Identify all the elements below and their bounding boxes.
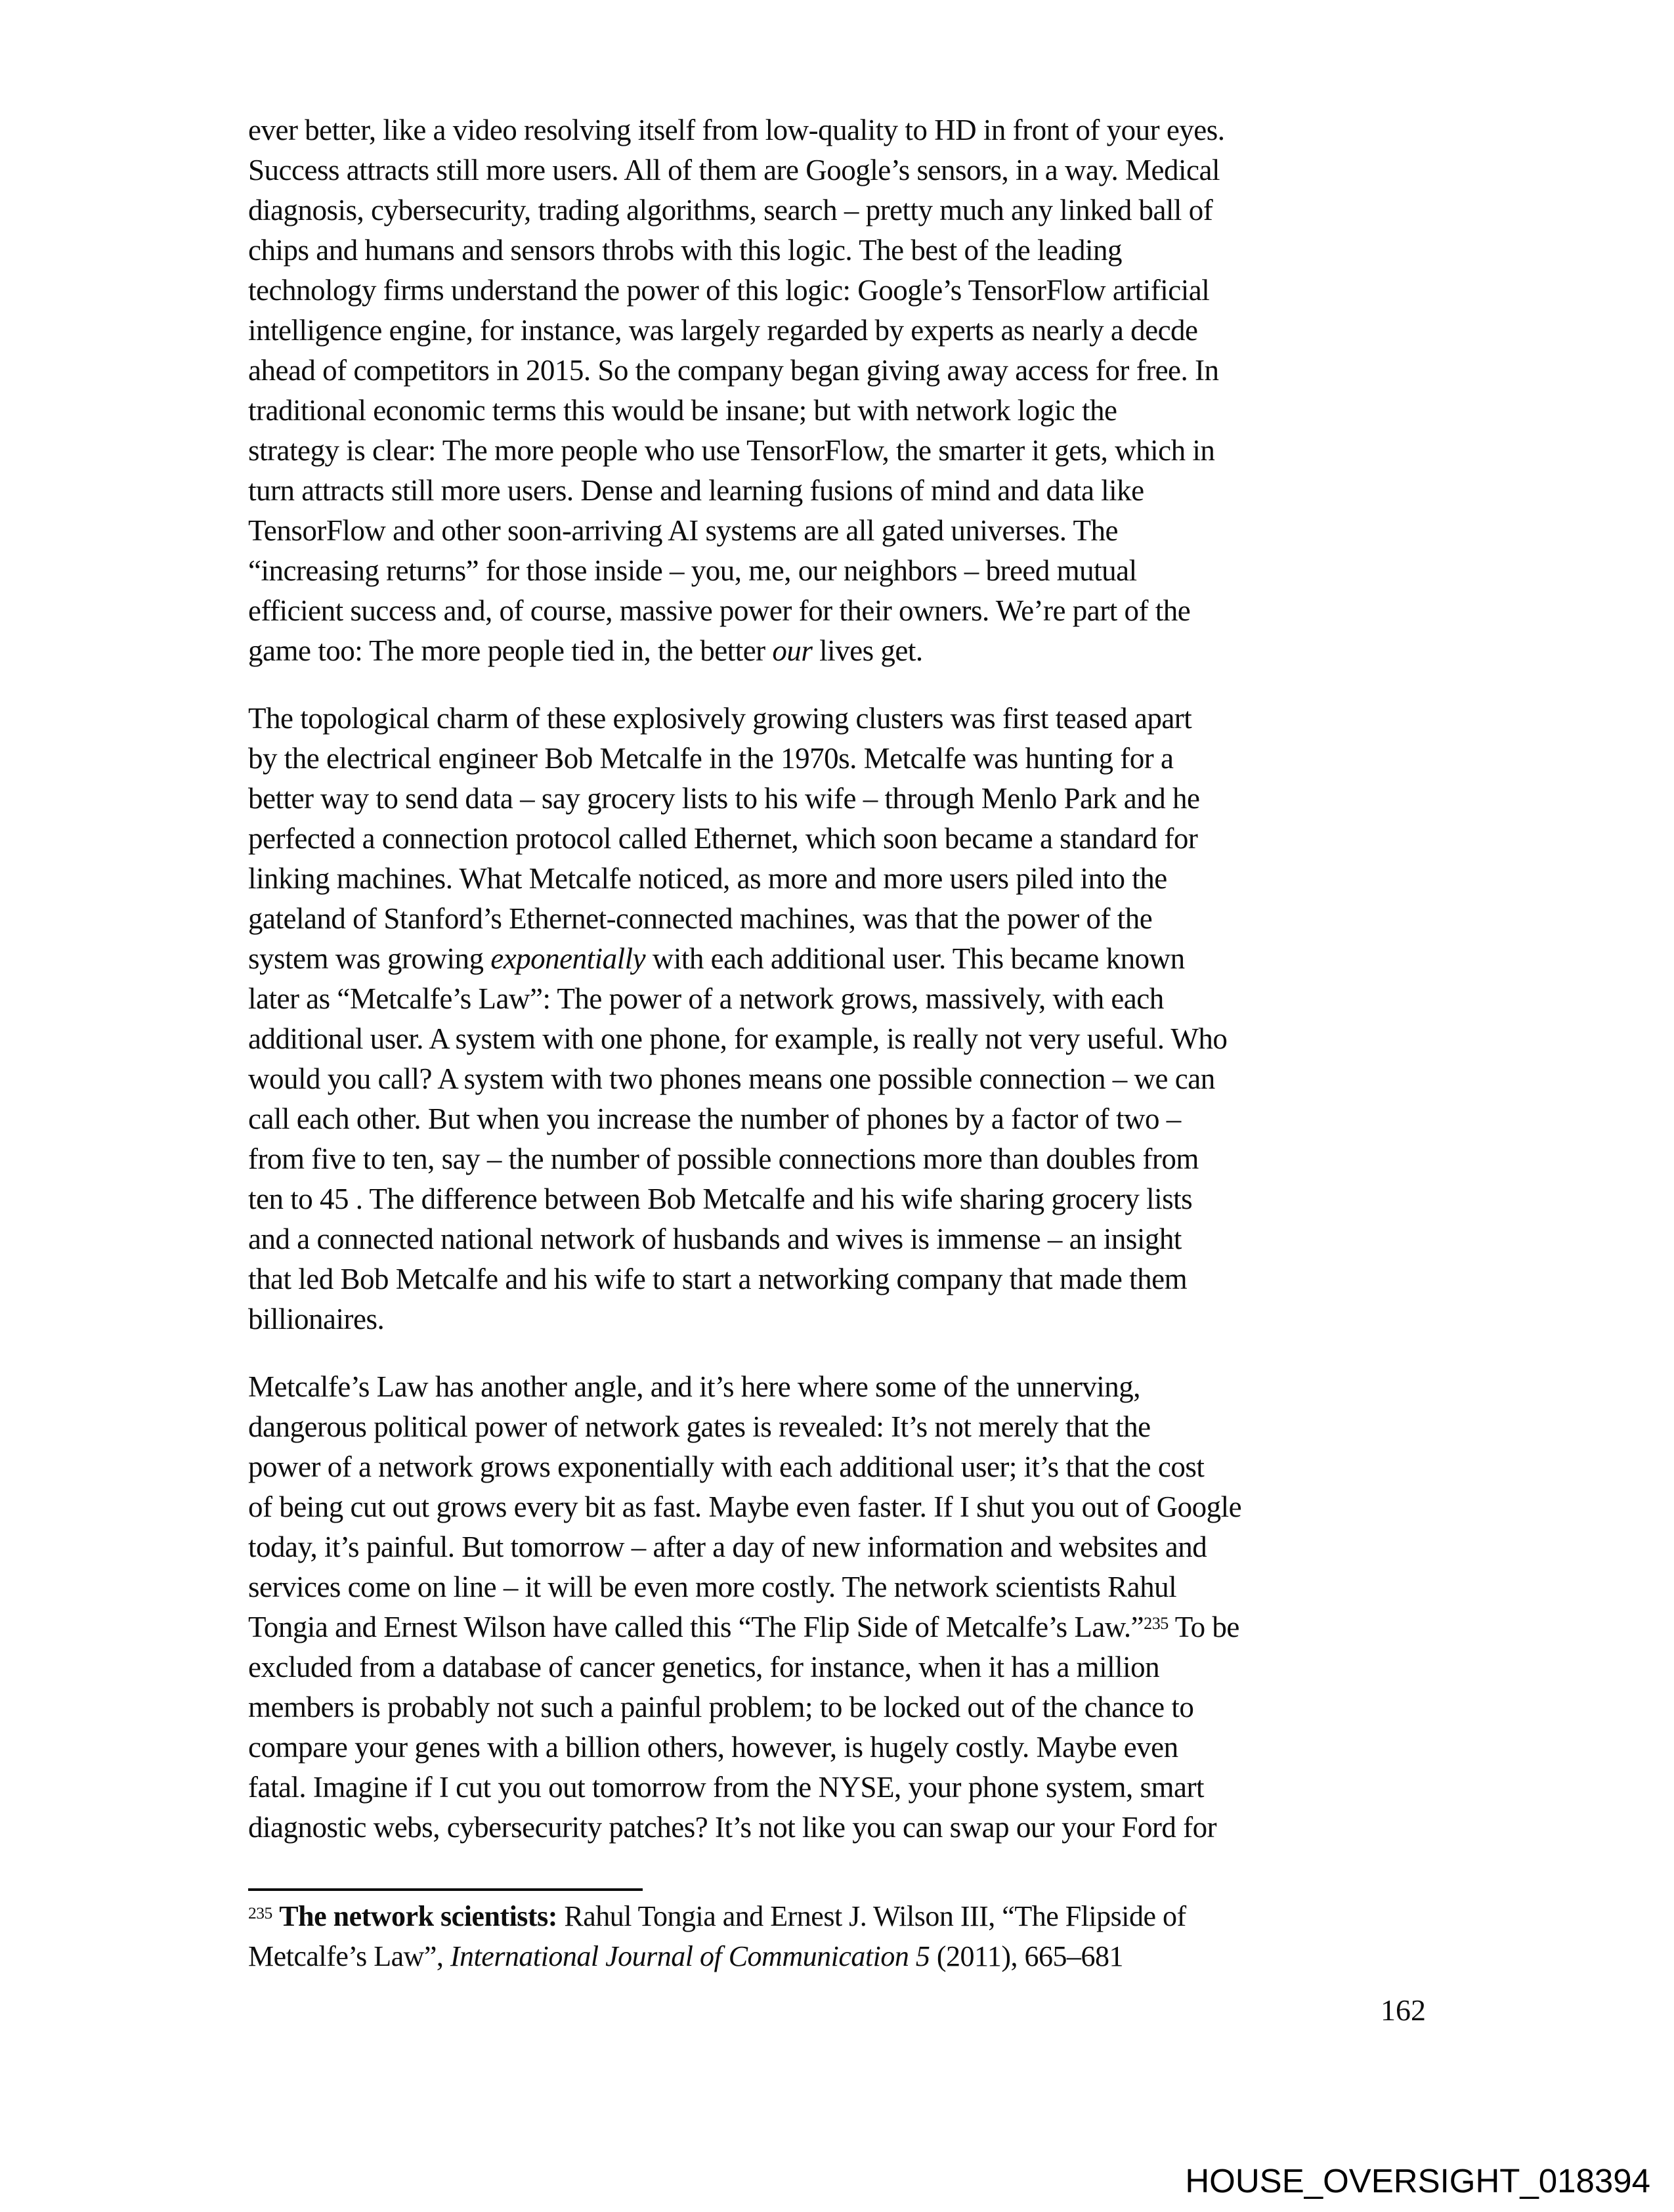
text-line: TensorFlow and other soon-arriving AI systems are all gated universes. The bbox=[248, 514, 1118, 547]
text-line: compare your genes with a billion others, however, is hugely costly. Maybe even bbox=[248, 1731, 1178, 1764]
page-number: 162 bbox=[1381, 1993, 1426, 2027]
text-line: better way to send data – say grocery lists to his wife – through Menlo Park and he bbox=[248, 782, 1200, 815]
text-line: Metcalfe’s Law has another angle, and it’s here where some of the unnerving, bbox=[248, 1370, 1140, 1403]
text-line: linking machines. What Metcalfe noticed, as more and more users piled into the bbox=[248, 862, 1167, 895]
text-line: later as “Metcalfe’s Law”: The power of a network grows, massively, with each bbox=[248, 982, 1164, 1015]
footnote bbox=[248, 1896, 1411, 1976]
text-line: Tongia and Ernest Wilson have called this “The Flip Side of Metcalfe’s Law.”$^{235}$ To be bbox=[248, 1611, 1239, 1643]
paragraph bbox=[248, 1367, 1411, 1848]
text-line: game too: The more people tied in, the better our lives get. bbox=[248, 634, 923, 667]
text-line: turn attracts still more users. Dense and learning fusions of mind and data like bbox=[248, 474, 1144, 507]
text-line: diagnosis, cybersecurity, trading algorithms, search – pretty much any linked ball of bbox=[248, 194, 1213, 227]
text-line: would you call? A system with two phones means one possible connection – we can bbox=[248, 1062, 1215, 1095]
body-text bbox=[248, 110, 1411, 1875]
text-line: fatal. Imagine if I cut you out tomorrow from the NYSE, your phone system, smart bbox=[248, 1771, 1204, 1804]
text-line: system was growing exponentially with each additional user. This became known bbox=[248, 942, 1185, 975]
text-line: diagnostic webs, cybersecurity patches? It’s not like you can swap our your Ford for bbox=[248, 1811, 1217, 1844]
text-line: traditional economic terms this would be insane; but with network logic the bbox=[248, 394, 1117, 427]
text-line: Success attracts still more users. All of them are Google’s sensors, in a way. Medical bbox=[248, 154, 1220, 186]
text-line: members is probably not such a painful problem; to be locked out of the chance to bbox=[248, 1691, 1194, 1724]
text-line: services come on line – it will be even more costly. The network scientists Rahul bbox=[248, 1571, 1177, 1603]
text-line: ever better, like a video resolving itself from low-quality to HD in front of your eyes. bbox=[248, 114, 1225, 146]
text-line: perfected a connection protocol called Ethernet, which soon became a standard for bbox=[248, 822, 1198, 855]
text-line: power of a network grows exponentially with each additional user; it’s that the cost bbox=[248, 1450, 1205, 1483]
text-line: from five to ten, say – the number of possible connections more than doubles from bbox=[248, 1142, 1199, 1175]
text-line: ahead of competitors in 2015. So the company began giving away access for free. In bbox=[248, 354, 1219, 387]
text-line: excluded from a database of cancer genetics, for instance, when it has a million bbox=[248, 1651, 1160, 1683]
text-line: Metcalfe’s Law”, International Journal of Communication 5 (2011), 665–681 bbox=[248, 1940, 1123, 1972]
text-line: “increasing returns” for those inside – you, me, our neighbors – breed mutual bbox=[248, 554, 1137, 587]
text-line: today, it’s painful. But tomorrow – after a day of new information and websites and bbox=[248, 1530, 1207, 1563]
paragraph bbox=[248, 110, 1411, 671]
text-line: efficient success and, of course, massive power for their owners. We’re part of the bbox=[248, 594, 1191, 627]
text-line: strategy is clear: The more people who use TensorFlow, the smarter it gets, which in bbox=[248, 434, 1215, 467]
text-line: chips and humans and sensors throbs with this logic. The best of the leading bbox=[248, 234, 1122, 267]
text-line: that led Bob Metcalfe and his wife to start a networking company that made them bbox=[248, 1263, 1188, 1295]
text-line: dangerous political power of network gates is revealed: It’s not merely that the bbox=[248, 1410, 1151, 1443]
text-line: gateland of Stanford’s Ethernet-connected machines, was that the power of the bbox=[248, 902, 1153, 935]
text-line: intelligence engine, for instance, was largely regarded by experts as nearly a decde bbox=[248, 314, 1198, 347]
text-line: The topological charm of these explosively growing clusters was first teased apart bbox=[248, 702, 1192, 735]
text-line: ten to 45 . The difference between Bob Metcalfe and his wife sharing grocery lists bbox=[248, 1182, 1193, 1215]
text-line: additional user. A system with one phone, for example, is really not very useful. Who bbox=[248, 1022, 1228, 1055]
text-line: by the electrical engineer Bob Metcalfe in the 1970s. Metcalfe was hunting for a bbox=[248, 742, 1174, 775]
text-line: of being cut out grows every bit as fast. Maybe even faster. If I shut you out of Google bbox=[248, 1490, 1242, 1523]
text-line: technology firms understand the power of this logic: Google’s TensorFlow artificial bbox=[248, 274, 1210, 307]
bates-stamp: HOUSE_OVERSIGHT_018394 bbox=[1185, 2162, 1650, 2200]
text-line: call each other. But when you increase the number of phones by a factor of two – bbox=[248, 1102, 1181, 1135]
footnote-separator bbox=[248, 1888, 643, 1891]
paragraph bbox=[248, 699, 1411, 1339]
text-line: billionaires. bbox=[248, 1303, 385, 1335]
text-line: and a connected national network of husbands and wives is immense – an insight bbox=[248, 1223, 1182, 1255]
text-line: $^{235}$ The network scientists: Rahul Tongia and Ernest J. Wilson III, “The Flipside of bbox=[248, 1900, 1186, 1932]
